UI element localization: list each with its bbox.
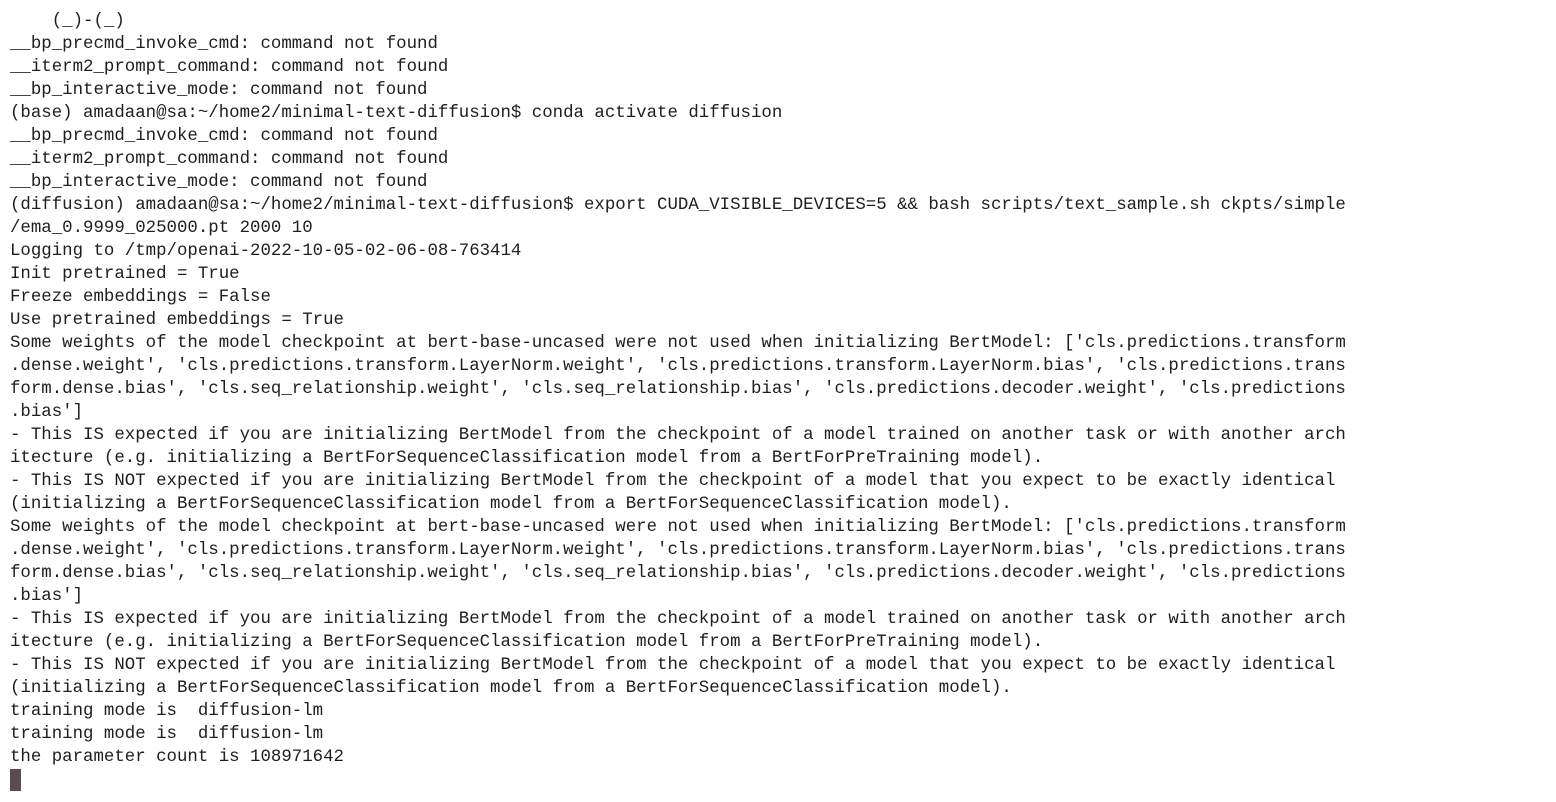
- terminal-line: /ema_0.9999_025000.pt 2000 10: [10, 219, 313, 238]
- terminal-line: form.dense.bias', 'cls.seq_relationship.weight', 'cls.seq_relationship.bias', 'cls.predictions.decoder.weight', 'cls.predictions: [10, 564, 1346, 583]
- terminal-line: .dense.weight', 'cls.predictions.transform.LayerNorm.weight', 'cls.predictions.transform.LayerNorm.bias', 'cls.predictions.trans: [10, 357, 1346, 376]
- terminal-line: .bias']: [10, 403, 84, 422]
- terminal-line: training mode is diffusion-lm: [10, 702, 324, 721]
- terminal-line: - This IS expected if you are initializing BertModel from the checkpoint of a model trained on another task or with another arch: [10, 610, 1346, 629]
- terminal-line: - This IS expected if you are initializing BertModel from the checkpoint of a model trained on another task or with another arch: [10, 426, 1346, 445]
- terminal-line: __bp_precmd_invoke_cmd: command not found: [10, 127, 438, 146]
- terminal-line: __iterm2_prompt_command: command not found: [10, 58, 449, 77]
- terminal-line: Some weights of the model checkpoint at bert-base-uncased were not used when initializing BertModel: ['cls.predictions.transform: [10, 518, 1346, 537]
- terminal-line: (initializing a BertForSequenceClassification model from a BertForSequenceClassification model).: [10, 679, 1012, 698]
- terminal-line: Freeze embeddings = False: [10, 288, 271, 307]
- terminal-line: training mode is diffusion-lm: [10, 725, 324, 744]
- terminal-line: __bp_interactive_mode: command not found: [10, 81, 428, 100]
- terminal-line: Some weights of the model checkpoint at bert-base-uncased were not used when initializing BertModel: ['cls.predictions.transform: [10, 334, 1346, 353]
- terminal-line: __bp_interactive_mode: command not found: [10, 173, 428, 192]
- terminal-cursor: [10, 769, 21, 791]
- terminal-line: the parameter count is 108971642: [10, 748, 344, 767]
- terminal-line: - This IS NOT expected if you are initializing BertModel from the checkpoint of a model that you expect to be exactly identical: [10, 472, 1336, 491]
- terminal-output: [10, 10, 1550, 769]
- terminal-line: itecture (e.g. initializing a BertForSequenceClassification model from a BertForPreTraining model).: [10, 633, 1044, 652]
- terminal-line: - This IS NOT expected if you are initializing BertModel from the checkpoint of a model that you expect to be exactly identical: [10, 656, 1336, 675]
- terminal-line: __iterm2_prompt_command: command not found: [10, 150, 449, 169]
- terminal-line: (diffusion) amadaan@sa:~/home2/minimal-text-diffusion$ export CUDA_VISIBLE_DEVICES=5 && bash scripts/text_sample.sh ckpts/simple: [10, 196, 1346, 215]
- terminal-line: (base) amadaan@sa:~/home2/minimal-text-diffusion$ conda activate diffusion: [10, 104, 783, 123]
- terminal-line: form.dense.bias', 'cls.seq_relationship.weight', 'cls.seq_relationship.bias', 'cls.predictions.decoder.weight', 'cls.predictions: [10, 380, 1346, 399]
- terminal-line: Logging to /tmp/openai-2022-10-05-02-06-08-763414: [10, 242, 522, 261]
- terminal-line: (_)-(_): [10, 12, 125, 31]
- terminal-line: .bias']: [10, 587, 84, 606]
- terminal-line: Use pretrained embeddings = True: [10, 311, 344, 330]
- terminal-line: __bp_precmd_invoke_cmd: command not found: [10, 35, 438, 54]
- terminal-line: .dense.weight', 'cls.predictions.transform.LayerNorm.weight', 'cls.predictions.transform.LayerNorm.bias', 'cls.predictions.trans: [10, 541, 1346, 560]
- terminal-line: Init pretrained = True: [10, 265, 240, 284]
- terminal-line: (initializing a BertForSequenceClassification model from a BertForSequenceClassification model).: [10, 495, 1012, 514]
- terminal-line: itecture (e.g. initializing a BertForSequenceClassification model from a BertForPreTraining model).: [10, 449, 1044, 468]
